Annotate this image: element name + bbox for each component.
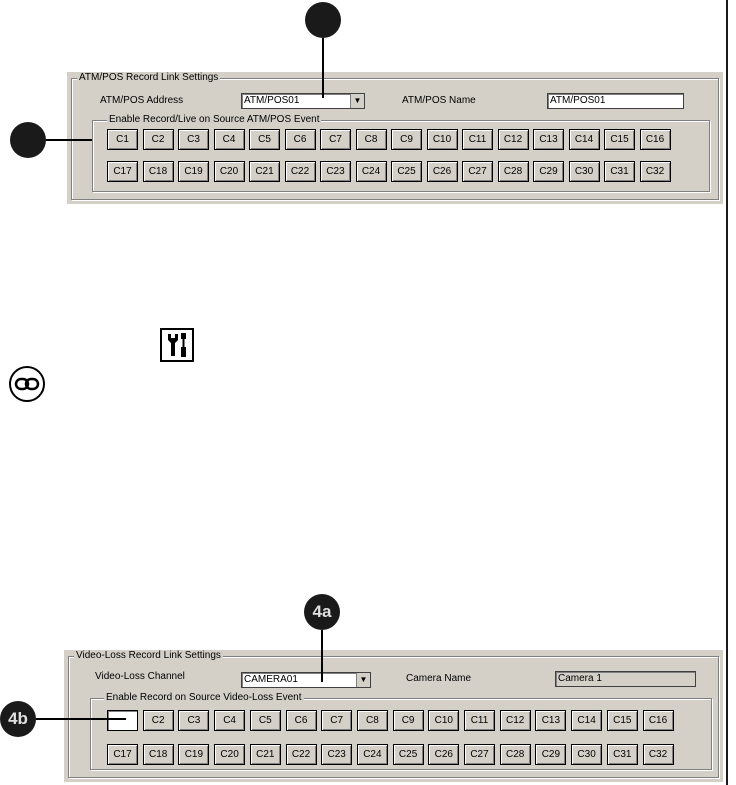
channel-button[interactable]: C9 — [393, 710, 424, 731]
callout-4b: 4b — [0, 701, 36, 737]
channel-button[interactable]: C11 — [462, 129, 493, 150]
channel-button[interactable]: C11 — [464, 710, 495, 731]
channel-button[interactable]: C12 — [500, 710, 531, 731]
channel-button[interactable]: C4 — [214, 710, 245, 731]
channel-button[interactable]: C6 — [285, 129, 316, 150]
channel-button[interactable]: C17 — [107, 744, 138, 765]
channel-button[interactable]: C8 — [357, 710, 388, 731]
callout-4a: 4a — [304, 594, 340, 630]
channel-button[interactable]: C21 — [249, 161, 280, 182]
link-icon-glyph — [11, 368, 43, 400]
atm-pos-channel-group-title: Enable Record/Live on Source ATM/POS Event — [109, 114, 320, 125]
callout-left-leader — [46, 139, 92, 141]
channel-button[interactable]: C29 — [535, 744, 566, 765]
channel-button[interactable]: C5 — [250, 710, 281, 731]
tools-icon-glyph — [162, 330, 192, 360]
callout-4b-leader — [36, 718, 126, 720]
channel-button[interactable]: C12 — [498, 129, 529, 150]
channel-button[interactable]: C32 — [640, 161, 671, 182]
camera-name-label: Camera Name — [406, 673, 472, 684]
link-icon — [9, 366, 45, 402]
channel-button[interactable]: C32 — [643, 744, 674, 765]
channel-button[interactable]: C26 — [428, 744, 459, 765]
atm-pos-name-input[interactable]: ATM/POS01 — [547, 93, 684, 109]
atm-pos-group-title: ATM/POS Record Link Settings — [79, 72, 219, 83]
channel-button[interactable]: C24 — [357, 744, 388, 765]
channel-button[interactable]: C7 — [321, 710, 352, 731]
channel-button[interactable]: C10 — [428, 710, 459, 731]
channel-button[interactable]: C2 — [143, 710, 174, 731]
channel-button[interactable]: C22 — [286, 744, 317, 765]
channel-button[interactable]: C14 — [569, 129, 600, 150]
dropdown-arrow-icon[interactable]: ▼ — [350, 94, 364, 108]
video-loss-channel-select[interactable] — [241, 672, 371, 688]
callout-4a-leader — [321, 630, 323, 682]
callout-top-leader — [322, 38, 324, 98]
channel-button[interactable]: C8 — [356, 129, 387, 150]
channel-button[interactable]: C20 — [214, 744, 245, 765]
video-loss-channel-group-title: Enable Record on Source Video-Loss Event — [106, 692, 302, 703]
channel-button[interactable]: C14 — [571, 710, 602, 731]
channel-button[interactable]: C17 — [107, 161, 138, 182]
callout-top — [305, 2, 341, 38]
channel-button[interactable]: C28 — [498, 161, 529, 182]
channel-button[interactable]: C2 — [143, 129, 174, 150]
video-loss-group-title: Video-Loss Record Link Settings — [76, 650, 221, 661]
channel-button[interactable]: C30 — [571, 744, 602, 765]
channel-button[interactable]: C24 — [356, 161, 387, 182]
channel-button[interactable]: C15 — [604, 129, 635, 150]
channel-button[interactable]: C10 — [427, 129, 458, 150]
atm-pos-address-select[interactable] — [241, 93, 365, 109]
channel-button[interactable]: C4 — [214, 129, 245, 150]
channel-button[interactable]: C29 — [533, 161, 564, 182]
channel-button[interactable]: C23 — [321, 744, 352, 765]
channel-button[interactable]: C9 — [391, 129, 422, 150]
channel-button[interactable]: C22 — [285, 161, 316, 182]
atm-pos-name-label: ATM/POS Name — [402, 95, 476, 106]
channel-button[interactable]: C16 — [640, 129, 671, 150]
camera-name-field: Camera 1 — [555, 671, 696, 687]
atm-pos-address-label: ATM/POS Address — [100, 95, 184, 106]
channel-button[interactable]: C3 — [178, 129, 209, 150]
video-loss-channel-value: CAMERA01 — [244, 674, 298, 685]
channel-button[interactable]: C31 — [607, 744, 638, 765]
channel-button[interactable]: C18 — [143, 161, 174, 182]
video-loss-channel-label: Video-Loss Channel — [95, 671, 185, 682]
channel-button[interactable]: C25 — [391, 161, 422, 182]
page-edge-rule — [726, 0, 728, 785]
callout-left — [10, 122, 46, 158]
channel-button[interactable]: C31 — [604, 161, 635, 182]
channel-button[interactable]: C27 — [464, 744, 495, 765]
channel-button[interactable]: C13 — [533, 129, 564, 150]
channel-button[interactable]: C13 — [535, 710, 566, 731]
channel-button[interactable]: C7 — [320, 129, 351, 150]
channel-button[interactable]: C21 — [250, 744, 281, 765]
channel-button[interactable]: C19 — [178, 161, 209, 182]
channel-button[interactable]: C26 — [427, 161, 458, 182]
channel-button[interactable]: C28 — [500, 744, 531, 765]
dropdown-arrow-icon[interactable]: ▼ — [356, 673, 370, 687]
channel-button[interactable]: C3 — [178, 710, 209, 731]
tools-icon — [160, 328, 194, 362]
channel-button[interactable]: C1 — [107, 129, 138, 150]
channel-button[interactable]: C19 — [178, 744, 209, 765]
channel-button[interactable]: C20 — [214, 161, 245, 182]
channel-button[interactable]: C5 — [249, 129, 280, 150]
channel-button[interactable]: C23 — [320, 161, 351, 182]
channel-button[interactable]: C27 — [462, 161, 493, 182]
atm-pos-panel — [67, 72, 723, 204]
channel-button[interactable] — [107, 710, 138, 731]
channel-button[interactable]: C16 — [643, 710, 674, 731]
video-loss-panel — [64, 650, 723, 782]
atm-pos-address-value: ATM/POS01 — [244, 95, 300, 106]
channel-button[interactable]: C30 — [569, 161, 600, 182]
channel-button[interactable]: C25 — [393, 744, 424, 765]
channel-button[interactable]: C6 — [286, 710, 317, 731]
channel-button[interactable]: C15 — [607, 710, 638, 731]
channel-button[interactable]: C18 — [143, 744, 174, 765]
